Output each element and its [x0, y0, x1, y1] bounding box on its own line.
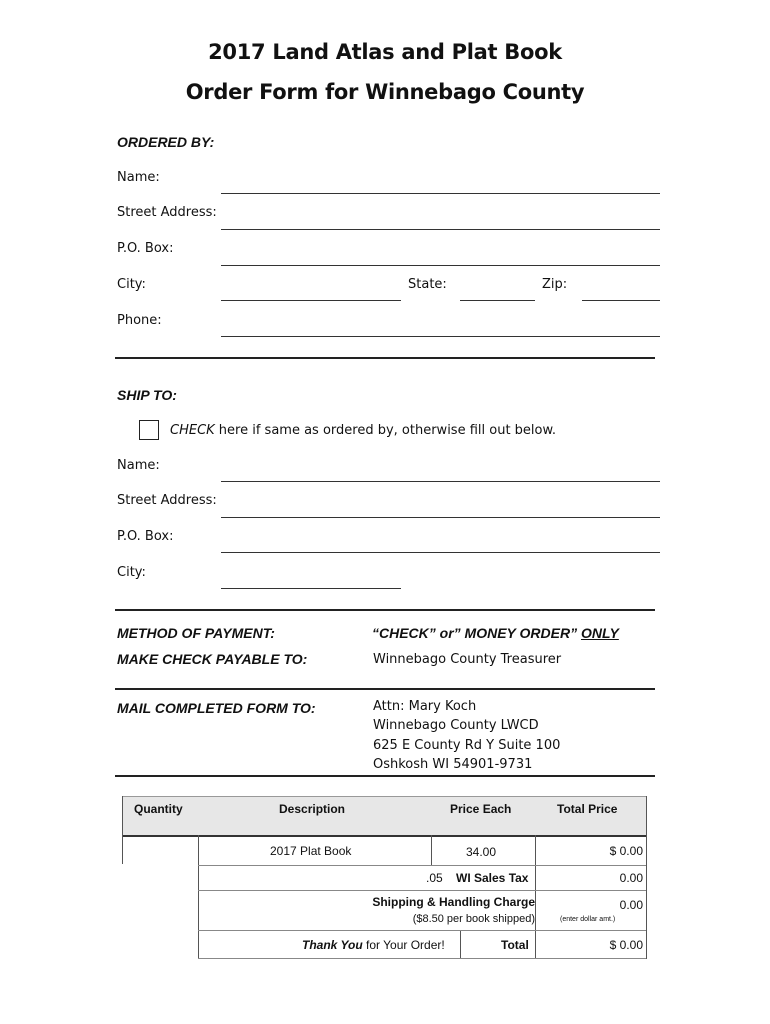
- shipping-value[interactable]: 0.00: [619, 898, 643, 912]
- ordered-name-field[interactable]: [221, 193, 660, 194]
- ordered-zip-field[interactable]: [582, 300, 660, 301]
- row-divider-1: [198, 865, 646, 866]
- mail-line-2: Winnebago County LWCD: [373, 718, 539, 733]
- payment-divider-top: [115, 609, 655, 611]
- ordered-name-label: Name:: [117, 170, 160, 185]
- ship-name-label: Name:: [117, 458, 160, 473]
- tax-label: WI Sales Tax: [456, 871, 529, 885]
- method-value-text: “CHECK” or” MONEY ORDER”: [372, 625, 578, 641]
- ship-street-field[interactable]: [221, 517, 660, 518]
- item-description: 2017 Plat Book: [270, 844, 352, 858]
- row-divider-3: [198, 930, 646, 931]
- item-total-price: $ 0.00: [609, 844, 643, 858]
- total-label: Total: [501, 938, 529, 952]
- shipping-label: Shipping & Handling Charge: [372, 895, 535, 909]
- item-price-each: 34.00: [466, 845, 497, 859]
- ship-city-field[interactable]: [221, 588, 401, 589]
- header-quantity: Quantity: [134, 802, 183, 816]
- ordered-po-label: P.O. Box:: [117, 241, 174, 256]
- payable-to-value: Winnebago County Treasurer: [373, 652, 562, 667]
- form-title-line1: 2017 Land Atlas and Plat Book: [208, 40, 562, 64]
- ordered-street-label: Street Address:: [117, 205, 217, 220]
- check-word: CHECK: [170, 423, 215, 438]
- payment-divider-bottom: [115, 688, 655, 690]
- ship-po-label: P.O. Box:: [117, 529, 174, 544]
- table-desc-left-border: [198, 835, 199, 959]
- table-price-left-border: [431, 835, 432, 865]
- shipping-hint: (enter dollar amt.): [560, 916, 616, 923]
- mail-line-1: Attn: Mary Koch: [373, 699, 477, 714]
- row-divider-2: [198, 890, 646, 891]
- check-instruction: here if same as ordered by, otherwise fill out below.: [214, 423, 557, 438]
- mail-line-3: 625 E County Rd Y Suite 100: [373, 738, 561, 753]
- header-total-price: Total Price: [557, 802, 618, 816]
- form-title-line2: Order Form for Winnebago County: [185, 80, 585, 104]
- same-as-ordered-checkbox[interactable]: [139, 420, 159, 440]
- table-right-border: [646, 796, 647, 959]
- table-header-rule: [122, 835, 647, 837]
- ship-po-field[interactable]: [221, 552, 660, 553]
- tax-rate: .05: [426, 871, 443, 885]
- thank-you-rest: for Your Order!: [362, 938, 445, 952]
- ordered-po-field[interactable]: [221, 265, 660, 266]
- ordered-zip-label: Zip:: [542, 277, 568, 292]
- method-of-payment-value: [372, 625, 619, 641]
- same-as-ordered-text: [170, 423, 556, 438]
- payable-to-label: MAKE CHECK PAYABLE TO:: [117, 651, 308, 667]
- shipping-note: ($8.50 per book shipped): [412, 913, 535, 925]
- row-divider-4: [198, 958, 646, 959]
- thank-you-bold: Thank You: [302, 938, 363, 952]
- ship-city-label: City:: [117, 565, 146, 580]
- ordered-state-field[interactable]: [460, 300, 535, 301]
- header-price-each: Price Each: [450, 802, 512, 816]
- mail-divider: [115, 775, 655, 777]
- thank-you-text: [302, 938, 445, 952]
- method-of-payment-label: METHOD OF PAYMENT:: [117, 625, 275, 641]
- ship-street-label: Street Address:: [117, 493, 217, 508]
- mail-to-label: MAIL COMPLETED FORM TO:: [117, 700, 316, 716]
- ordered-by-heading: ORDERED BY:: [117, 134, 215, 150]
- ordered-street-field[interactable]: [221, 229, 660, 230]
- grand-total-value: $ 0.00: [609, 938, 643, 952]
- ordered-state-label: State:: [408, 277, 447, 292]
- ordered-city-label: City:: [117, 277, 146, 292]
- mail-line-4: Oshkosh WI 54901-9731: [373, 757, 533, 772]
- method-only: ONLY: [580, 625, 619, 641]
- ship-to-heading: SHIP TO:: [117, 387, 177, 403]
- tax-value: 0.00: [619, 871, 643, 885]
- ship-name-field[interactable]: [221, 481, 660, 482]
- header-description: Description: [279, 802, 346, 816]
- section-divider: [115, 357, 655, 359]
- ordered-city-field[interactable]: [221, 300, 401, 301]
- table-total-label-border: [460, 930, 461, 959]
- ordered-phone-field[interactable]: [221, 336, 660, 337]
- quantity-input[interactable]: [123, 837, 197, 863]
- ordered-phone-label: Phone:: [117, 313, 162, 328]
